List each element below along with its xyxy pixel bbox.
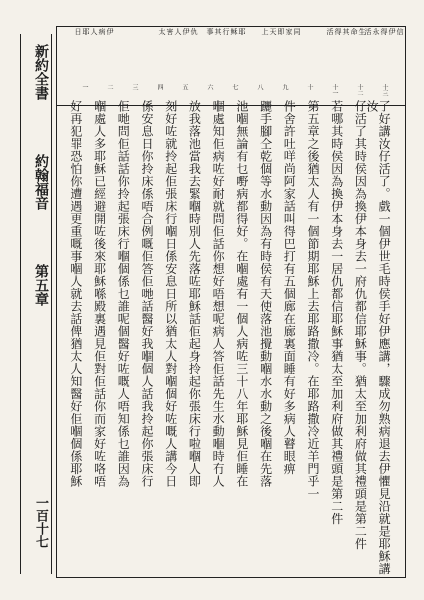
verse-ref-number: 八 [256, 84, 263, 90]
verse-ref-number: 十一 [331, 84, 338, 96]
annotation-4: 耶 稣 行 其 事 [206, 28, 246, 35]
text-column: 好再犯罪恐怕你遭遇更重嘅事嗰人就去話俾猶太人知醫好佢嗰個係耶穌 [68, 100, 83, 488]
verse-ref-number: 十二 [356, 84, 363, 96]
verse-ref-number: 十三 [381, 84, 388, 96]
gutter-chapter: 第五章 [33, 264, 49, 306]
text-column: 第五章之後猶太人有一個節期耶穌上去耶路撒冷。在耶路撒冷近羊門乎一 [306, 100, 320, 500]
text-column: 池嗰無論有乜嘢病都得好。在嗰處有一個人病咗三十八年耶穌見佢睡在 [234, 100, 249, 488]
verse-ref-number: 七 [231, 84, 238, 90]
annotation-3: 同 家 即 天 上 [261, 28, 301, 35]
annotation-5: 仇 伊 人 害 太 [158, 28, 198, 35]
text-column: 了好講汝仔活了。戲一個伊世毛時侯手好伊應講，驟成勿熟病退去伊懼見沿就是耶穌講汝 [365, 100, 392, 575]
verse-ref-number: 一 [81, 84, 88, 90]
text-body [64, 100, 396, 578]
annotation-6: 伊 病 人 耶 日 [74, 28, 114, 35]
text-column: 佢哋問佢話話你拎起張床行嗰個係乜誰呢個醫好咗嘅人唔知係乜誰因為 [116, 100, 131, 488]
gutter-gospel-name: 約翰福音 [33, 154, 49, 210]
annotation-2: 生 命 其 得 活 [326, 28, 366, 35]
verse-ref-number: 十 [306, 84, 313, 90]
text-column: 件舍許吐咩尚阿家話叫得巴打有五個廊在廊裏面睡有好多病人瞽眼痹 [282, 100, 297, 475]
verse-ref-number: 二 [106, 84, 113, 90]
text-column: 嗰處人多耶穌已經避開咗後來耶穌喺殿裏遇見佢對佢話你而家好咗咯唔 [92, 100, 107, 488]
verse-ref-number: 五 [181, 84, 188, 90]
verse-ref-number: 六 [206, 84, 213, 90]
text-column: 放我落池當我去緊嗰時別人先落咗耶穌話佢起身拎起你張床行啦嗰人即 [187, 100, 202, 488]
text-column: 係安息日你拎床係唔合例嘅佢答佢哋話醫好我嗰個人話我拎起你張床行 [140, 100, 154, 488]
text-column: 仔活了其時侯因為換伊本身去一府仇都信耶穌事。猶太至加利府做其禮頭是第二件 [353, 100, 368, 550]
text-column: 刻好咗就拎起佢張床行嗰日係安息日所以猶太人對嗰個好咗嘅人講今日 [163, 100, 178, 488]
page-gutter [20, 34, 52, 574]
verse-ref-number: 四 [156, 84, 163, 90]
gutter-book-title: 新約全書 [33, 44, 49, 100]
page-number: 一百十七 [33, 496, 48, 548]
verse-ref-number: 九 [281, 84, 288, 90]
text-column: 躧手腳仝乾個等水動因為有時侯有天使落池攪動嗰水水動之後嗰在先落 [258, 100, 273, 488]
verse-ref-number: 三 [131, 84, 138, 90]
text-column: 嗰處知佢病咗好耐就問佢話你想好唔想呢病人答佢話先生水動嗰時冇人 [211, 100, 226, 488]
text-column: 若哪其時侯因為換伊本身去一居仇都信耶穌事猶太至加利府做其禮頭是第二件 [329, 100, 344, 525]
annotation-1: 信 伊 得 永 活 [364, 28, 404, 35]
